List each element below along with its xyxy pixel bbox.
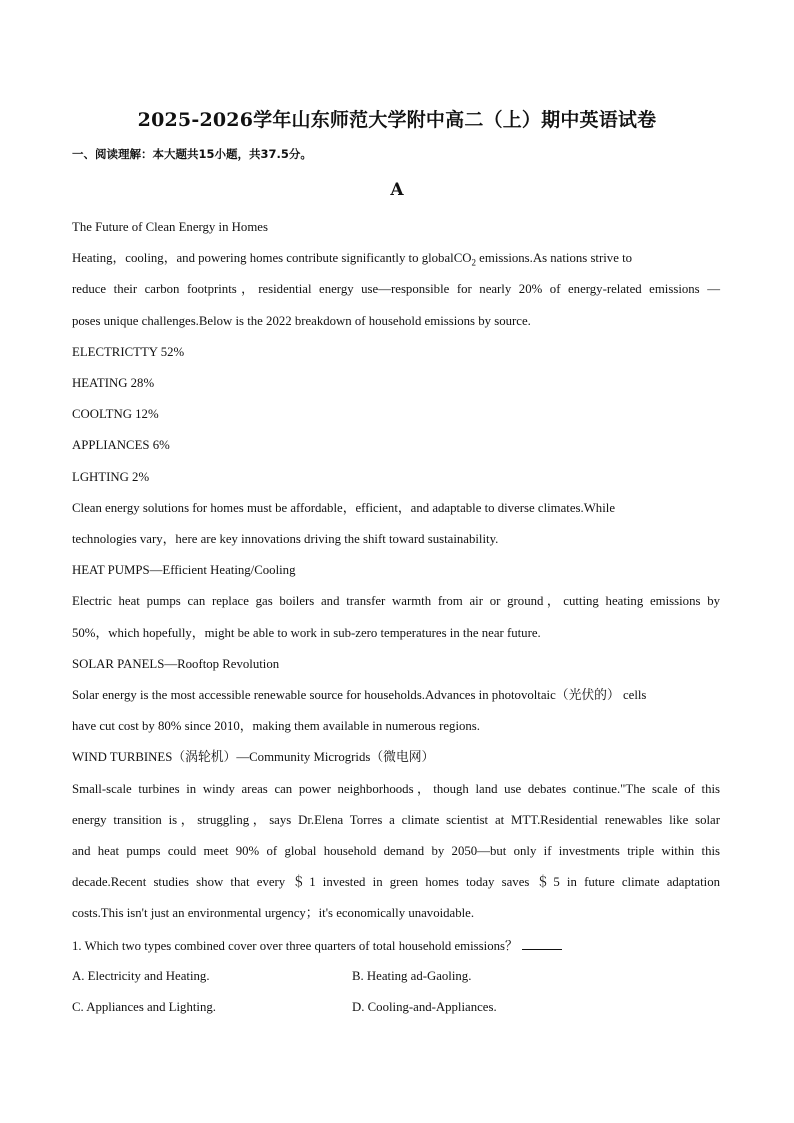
option-b[interactable]: B. Heating ad-Gaoling. <box>352 969 472 983</box>
exam-title: 2025-2026学年山东师范大学附中高二（上）期中英语试卷 <box>137 109 657 131</box>
heat-pumps-line-1: Electric heat pumps can replace gas boilers and transfer warmth from air or ground，cutting heating emissions by <box>72 594 720 608</box>
solutions-line-2: technologies vary，here are key innovations driving the shift toward sustainability. <box>72 532 499 546</box>
intro-line-1 <box>72 250 632 271</box>
wind-line-5: costs.This isn't just an environmental urgency；it's economically unavoidable. <box>72 906 475 920</box>
breakdown-lighting: LGHTING 2% <box>72 470 150 484</box>
intro-line-3: poses unique challenges.Below is the 2022 breakdown of household emissions by source. <box>72 314 531 328</box>
breakdown-heating: HEATING 28% <box>72 376 155 390</box>
article-heading: The Future of Clean Energy in Homes <box>72 220 268 234</box>
wind-line-1: Small-scale turbines in windy areas can power neighborhoods，though land use debates continue."The scale of this <box>72 782 720 796</box>
wind-turbines-title: WIND TURBINES（涡轮机）—Community Microgrids（微电网） <box>72 750 435 764</box>
solutions-line-1: Clean energy solutions for homes must be affordable，efficient，and adaptable to diverse climates.While <box>72 501 615 515</box>
question-1 <box>72 937 562 954</box>
intro-line-2: reduce their carbon footprints，residential energy use—responsible for nearly 20% of energy-related emissions — <box>72 282 720 296</box>
option-a[interactable]: A. Electricity and Heating. <box>72 969 210 983</box>
wind-line-4: decade.Recent studies show that every ＄1 invested in green homes today saves ＄5 in future climate adaptation <box>72 875 720 889</box>
breakdown-appliances: APPLIANCES 6% <box>72 438 170 452</box>
solar-panels-line-1: Solar energy is the most accessible renewable source for households.Advances in photovoltaic（光伏的） cells <box>72 688 647 702</box>
wind-line-2: energy transition is，struggling，says Dr.Elena Torres a climate scientist at MTT.Residential renewables like solar <box>72 813 720 827</box>
solar-panels-title: SOLAR PANELS—Rooftop Revolution <box>72 657 280 671</box>
breakdown-electricity: ELECTRICTTY 52% <box>72 345 185 359</box>
wind-line-3: and heat pumps could meet 90% of global household demand by 2050—but only if investments triple within this <box>72 844 720 858</box>
question-1-text: 1. Which two types combined cover over three quarters of total household emissions？ <box>72 939 518 953</box>
answer-blank[interactable] <box>522 937 562 950</box>
breakdown-cooling: COOLTNG 12% <box>72 407 159 421</box>
heat-pumps-title: HEAT PUMPS—Efficient Heating/Cooling <box>72 563 296 577</box>
solar-panels-line-2: have cut cost by 80% since 2010，making them available in numerous regions. <box>72 719 480 733</box>
option-c[interactable]: C. Appliances and Lighting. <box>72 1000 216 1014</box>
intro-line-1a: Heating，cooling，and powering homes contribute significantly to globalCO <box>72 251 472 265</box>
option-d[interactable]: D. Cooling-and-Appliances. <box>352 1000 497 1014</box>
co2-subscript: 2 <box>471 257 476 268</box>
section-heading: 一、阅读理解：本大题共15小题，共37.5分。 <box>72 147 312 161</box>
intro-line-1b: emissions.As nations strive to <box>475 251 633 265</box>
passage-label: A <box>390 180 404 200</box>
heat-pumps-line-2: 50%，which hopefully，might be able to work in sub-zero temperatures in the near future. <box>72 626 541 640</box>
